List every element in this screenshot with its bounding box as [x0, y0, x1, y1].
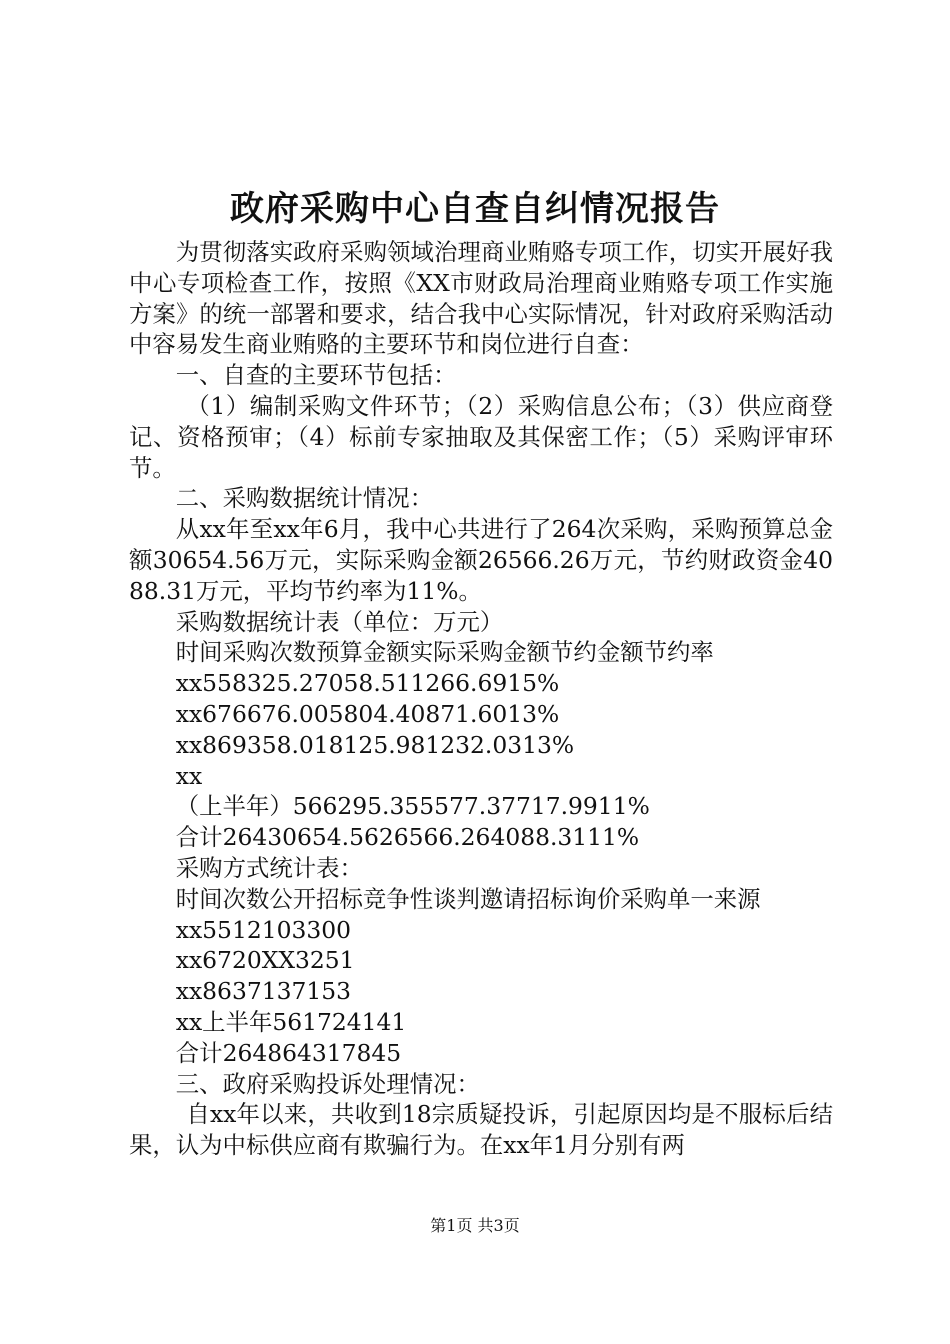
table-row-total: 合计264864317845: [175, 1038, 402, 1067]
statistics-paragraph: 从xx年至xx年6月，我中心共进行了264次采购，采购预算总金额30654.56万元，实际采购金额26566.26万元，节约财政资金4088.31万元，平均节约率为11%。: [129, 515, 833, 605]
section-heading-1: 一、自查的主要环节包括：: [175, 361, 457, 390]
section-heading-2: 二、采购数据统计情况：: [175, 484, 434, 513]
table-header-row: 时间次数公开招标竞争性谈判邀请招标询价采购单一来源: [175, 884, 761, 913]
complaints-paragraph: 自xx年以来，共收到18宗质疑投诉，引起原因均是不服标后结果，认为中标供应商有欺骗行为。在xx年1月分别有两: [129, 1100, 833, 1160]
table-header-row: 时间采购次数预算金额实际采购金额节约金额节约率: [175, 638, 714, 667]
intro-paragraph: 为贯彻落实政府采购领域治理商业贿赂专项工作，切实开展好我中心专项检查工作，按照《XX市财政局治理商业贿赂专项工作实施方案》的统一部署和要求，结合我中心实际情况，针对政府采购活动中容易发生商业贿赂的主要环节和岗位进行自查：: [129, 238, 833, 359]
table-row: xx869358.018125.981232.0313%: [175, 730, 575, 759]
section-heading-3: 三、政府采购投诉处理情况：: [175, 1069, 480, 1098]
table-row: xx5512103300: [175, 915, 351, 944]
table-row: xx558325.27058.511266.6915%: [175, 669, 560, 698]
table-row: （上半年）566295.355577.37717.9911%: [175, 792, 650, 821]
table-caption-procurement-data: 采购数据统计表（单位：万元）: [175, 607, 504, 636]
inspection-items-paragraph: （1）编制采购文件环节；（2）采购信息公布；（3）供应商登记、资格预审；（4）标前专家抽取及其保密工作；（5）采购评审环节。: [129, 391, 833, 482]
document-title: 政府采购中心自查自纠情况报告: [230, 189, 720, 229]
table-row: xx6720XX3251: [175, 946, 355, 975]
table-caption-procurement-method: 采购方式统计表：: [175, 853, 363, 882]
table-row: xx8637137153: [175, 977, 351, 1006]
table-row: xx: [175, 761, 203, 790]
page-footer: 第1页 共3页: [430, 1216, 520, 1235]
table-row: xx676676.005804.40871.6013%: [175, 699, 560, 728]
document-body: [129, 237, 833, 1161]
table-row-total: 合计26430654.5626566.264088.3111%: [175, 823, 640, 852]
table-row: xx上半年561724141: [175, 1007, 407, 1036]
